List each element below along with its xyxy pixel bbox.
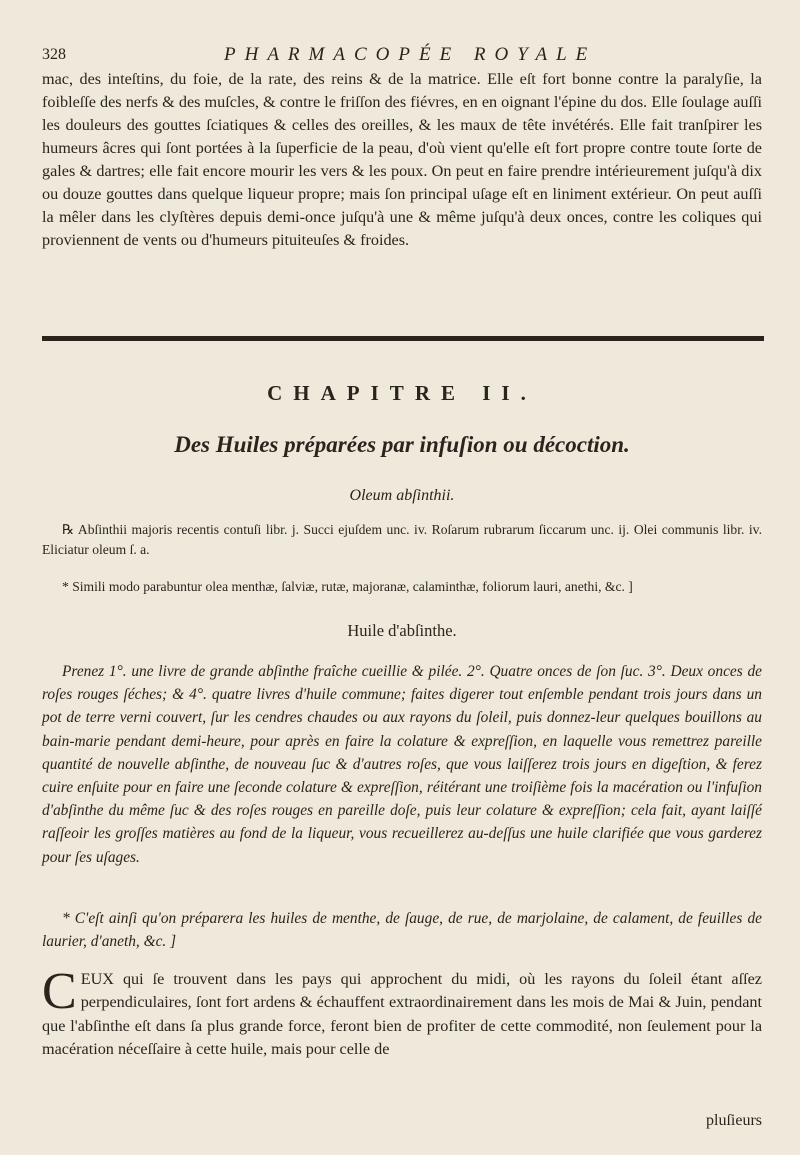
catchword: pluſieurs <box>706 1112 762 1129</box>
french-recipe-body: Prenez 1°. une livre de grande abſinthe fraîche cueillie & pilée. 2°. Quatre onces de ſon ſuc. 3°. Deux onces de roſes rouges ſéches; & 4°. quatre livres d'huile commune; faites digerer tout enſemble pendant trois jours dans un pot de terre verni couvert, ſur les cendres chaudes ou aux rayons du ſoleil, puis donnez-leur quelques bouillons au bain-marie pendant demi-heure, pour après en faire la colature & expreſſion, en laquelle vous remettrez pareille quantité de nouvelle abſinthe, de nouveau ſuc & d'autres roſes, que vous laiſſerez trois jours en digeſtion, & ferez cuire enſuite pour en faire une ſeconde colature & expreſſion, réitérant une troiſième fois la macération ou l'infuſion d'abſinthe du même ſuc & des roſes rouges en pareille doſe, puis leur colature & expreſſion; cela fait, ayant laiſſé raſſeoir les groſſes matières au fond de la liqueur, vous recueillerez au-deſſus une huile clarifiée que vous garderez pour ſes uſages. <box>42 663 762 866</box>
latin-recipe-note <box>42 577 762 597</box>
drop-cap: C <box>42 963 77 1020</box>
latin-recipe-text <box>42 520 762 560</box>
french-recipe-note-body: * C'eſt ainſi qu'on préparera les huiles de menthe, de ſauge, de rue, de marjolaine, de calament, de feuilles de laurier, d'aneth, &c. ] <box>42 910 762 951</box>
chapter-title: CHAPITRE II. <box>267 381 537 405</box>
commentary-body: EUX qui ſe trouvent dans les pays qui approchent du midi, où les rayons du ſoleil étant aſſez perpendiculaires, ſont fort ardens & échauffent extraordinairement dans les mois de Mai & Juin, pendant que l'abſinthe eſt dans ſa plus grande force, feront bien de profiter de cette commodité, non ſeulement pour la macération néceſſaire à cette huile, mais pour celle de <box>42 970 762 1059</box>
french-recipe-heading: Huile d'abſinthe. <box>347 621 457 640</box>
continuation-paragraph: mac, des inteſtins, du foie, de la rate, des reins & de la matrice. Elle eſt fort bonne contre la paralyſie, la foibleſſe des nerfs & des muſcles, & contre le friſſon des fiévres, en en oignant l'épine du dos. Elle ſoulage auſſi les douleurs des gouttes ſciatiques & celles des oreilles, & les maux de tête invétérés. Elle fait tranſpirer les humeurs âcres qui ſont portées à la ſuperficie de la peau, d'où vient qu'elle eſt fort propre contre toute ſorte de gales & dartres; elle fait encore mourir les vers & les poux. On peut en faire prendre intérieurement juſqu'à dix ou douze gouttes dans quelque liqueur propre; mais ſon principal uſage eſt en liniment extérieur. On peut auſſi la mêler dans les clyſtères depuis demi-once juſqu'à une & même juſqu'à deux onces, contre les coliques qui proviennent de vents ou d'humeurs pituiteuſes & froides. <box>42 70 762 249</box>
section-title: Des Huiles préparées par infuſion ou décoction. <box>174 432 630 457</box>
french-recipe-text <box>42 660 762 869</box>
running-title: PHARMACOPÉE ROYALE <box>224 44 597 65</box>
latin-recipe-body: ℞ Abſinthii majoris recentis contuſi libr. j. Succi ejuſdem unc. iv. Roſarum rubrarum ſiccarum unc. ij. Olei communis libr. iv. Eliciatur oleum ſ. a. <box>42 522 762 557</box>
latin-recipe-name: Oleum abſinthii. <box>349 487 455 504</box>
commentary-paragraph <box>42 963 762 1062</box>
ornamental-rule <box>42 336 764 341</box>
french-recipe-note <box>42 907 762 953</box>
latin-recipe-note-body: * Simili modo parabuntur olea menthæ, ſalviæ, rutæ, majoranæ, calaminthæ, foliorum lauri, anethi, &c. ] <box>62 579 633 594</box>
running-header <box>42 44 762 68</box>
page-number: 328 <box>42 46 66 63</box>
